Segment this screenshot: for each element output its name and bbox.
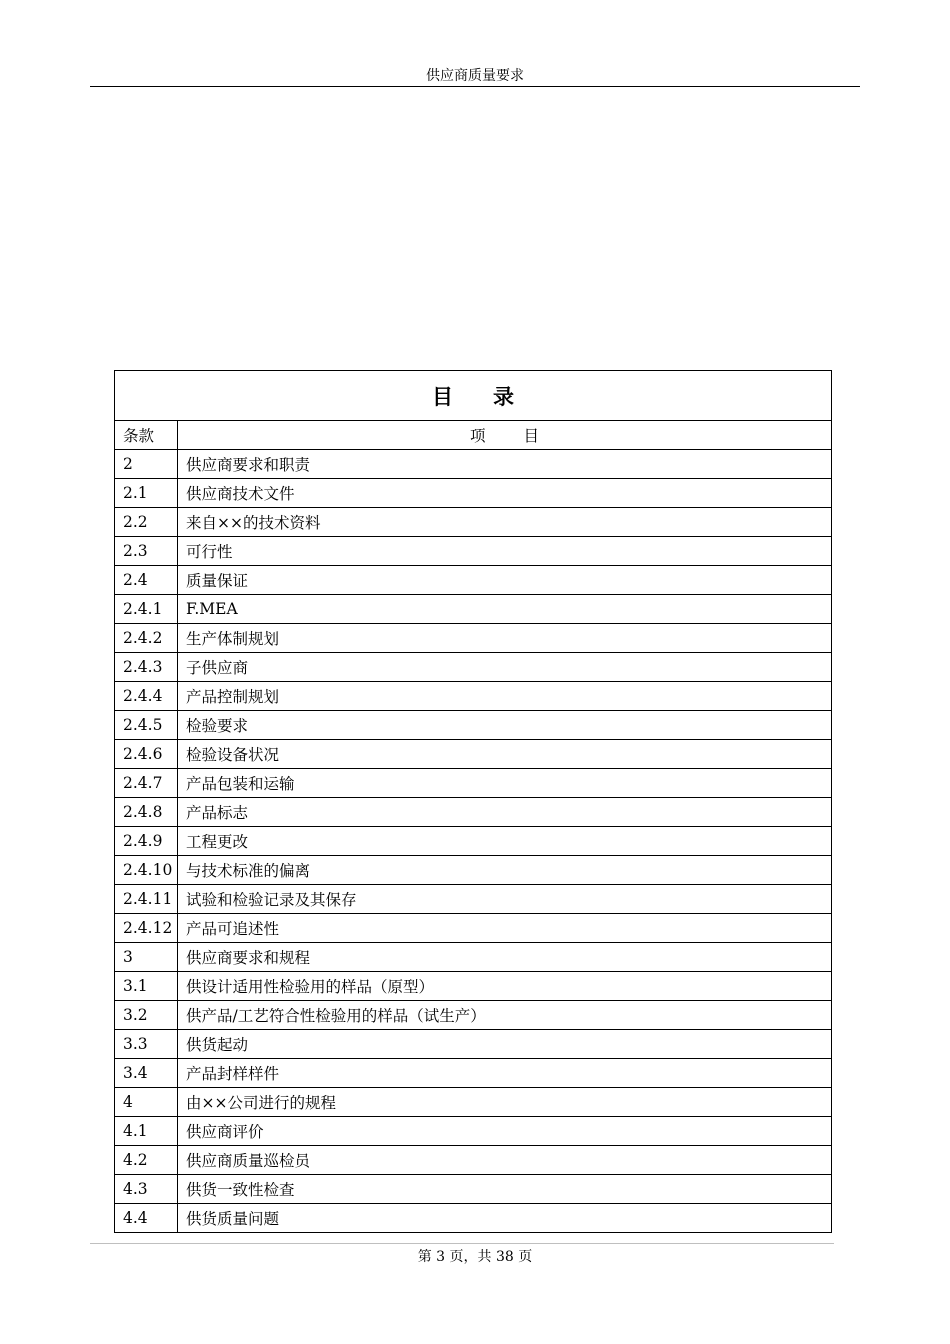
table-row (115, 508, 832, 537)
table-row (115, 624, 832, 653)
item-title: 供应商要求和规程 (178, 943, 832, 972)
column-header-item: 项目 (178, 421, 832, 450)
table-row (115, 566, 832, 595)
table-row (115, 595, 832, 624)
item-title: 产品控制规划 (178, 682, 832, 711)
column-header-clause: 条款 (115, 421, 178, 450)
table-row (115, 653, 832, 682)
table-row (115, 682, 832, 711)
clause-number: 3.4 (115, 1059, 178, 1088)
table-row (115, 798, 832, 827)
table-row (115, 537, 832, 566)
item-title: 子供应商 (178, 653, 832, 682)
table-row (115, 740, 832, 769)
header-divider (90, 86, 860, 87)
clause-number: 2.4.12 (115, 914, 178, 943)
toc-header-row (115, 421, 832, 450)
item-title: 工程更改 (178, 827, 832, 856)
clause-number: 2.3 (115, 537, 178, 566)
clause-number: 2.4.4 (115, 682, 178, 711)
table-row (115, 856, 832, 885)
clause-number: 2.4.2 (115, 624, 178, 653)
clause-number: 4 (115, 1088, 178, 1117)
item-title: 与技术标准的偏离 (178, 856, 832, 885)
clause-number: 2.4.8 (115, 798, 178, 827)
clause-number: 2.4.7 (115, 769, 178, 798)
footer-divider (90, 1243, 834, 1244)
table-row (115, 1088, 832, 1117)
clause-number: 2.4.11 (115, 885, 178, 914)
clause-number: 3 (115, 943, 178, 972)
table-row (115, 1030, 832, 1059)
clause-number: 2.1 (115, 479, 178, 508)
clause-number: 2.4.6 (115, 740, 178, 769)
clause-number: 2.4.5 (115, 711, 178, 740)
item-title: 供应商技术文件 (178, 479, 832, 508)
item-title: 由××公司进行的规程 (178, 1088, 832, 1117)
clause-number: 4.3 (115, 1175, 178, 1204)
item-title: 供应商评价 (178, 1117, 832, 1146)
clause-number: 3.1 (115, 972, 178, 1001)
clause-number: 2 (115, 450, 178, 479)
table-row (115, 1204, 832, 1233)
item-title: 供应商要求和职责 (178, 450, 832, 479)
table-row (115, 1175, 832, 1204)
item-title: 检验设备状况 (178, 740, 832, 769)
table-row (115, 711, 832, 740)
item-title: 试验和检验记录及其保存 (178, 885, 832, 914)
clause-number: 3.3 (115, 1030, 178, 1059)
clause-number: 2.4.9 (115, 827, 178, 856)
toc-title-row (115, 371, 832, 421)
table-row (115, 1059, 832, 1088)
clause-number: 2.4.1 (115, 595, 178, 624)
table-row (115, 972, 832, 1001)
clause-number: 4.1 (115, 1117, 178, 1146)
table-row (115, 769, 832, 798)
item-title: 供应商质量巡检员 (178, 1146, 832, 1175)
item-title: 供货质量问题 (178, 1204, 832, 1233)
clause-number: 2.4 (115, 566, 178, 595)
item-title: F.MEA (178, 595, 832, 624)
item-title: 产品标志 (178, 798, 832, 827)
item-title: 产品封样样件 (178, 1059, 832, 1088)
table-row (115, 1146, 832, 1175)
clause-number: 2.4.10 (115, 856, 178, 885)
table-row (115, 1117, 832, 1146)
clause-number: 2.4.3 (115, 653, 178, 682)
item-title: 供货起动 (178, 1030, 832, 1059)
item-title: 检验要求 (178, 711, 832, 740)
table-row (115, 827, 832, 856)
clause-number: 4.4 (115, 1204, 178, 1233)
toc-title: 目录 (115, 371, 832, 421)
item-title: 供货一致性检查 (178, 1175, 832, 1204)
page-header-title: 供应商质量要求 (426, 68, 524, 84)
table-row (115, 943, 832, 972)
table-row (115, 914, 832, 943)
item-title: 产品可追述性 (178, 914, 832, 943)
clause-number: 3.2 (115, 1001, 178, 1030)
item-title: 来自××的技术资料 (178, 508, 832, 537)
item-title: 供产品/工艺符合性检验用的样品（试生产） (178, 1001, 832, 1030)
item-title: 可行性 (178, 537, 832, 566)
table-row (115, 1001, 832, 1030)
table-of-contents (114, 370, 832, 1233)
table-row (115, 885, 832, 914)
clause-number: 4.2 (115, 1146, 178, 1175)
clause-number: 2.2 (115, 508, 178, 537)
table-row (115, 479, 832, 508)
item-title: 供设计适用性检验用的样品（原型） (178, 972, 832, 1001)
page-footer: 第 3 页，共 38 页 (417, 1249, 533, 1265)
item-title: 生产体制规划 (178, 624, 832, 653)
item-title: 产品包装和运输 (178, 769, 832, 798)
table-row (115, 450, 832, 479)
item-title: 质量保证 (178, 566, 832, 595)
